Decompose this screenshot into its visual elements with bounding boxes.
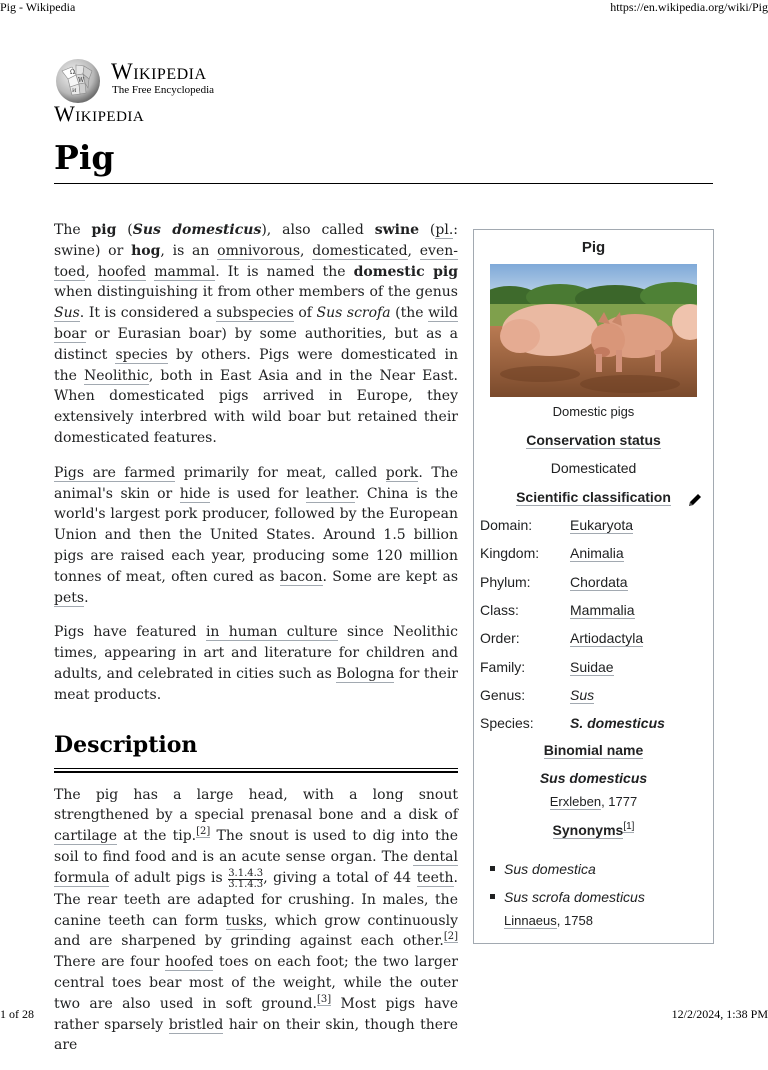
section-divider (54, 768, 458, 773)
term-swine: swine (374, 222, 420, 238)
synonyms-heading[interactable]: Synonyms[1] (552, 821, 635, 838)
article-body (54, 220, 458, 1070)
link-hide[interactable]: hide (179, 485, 211, 502)
conservation-status-value: Domesticated (550, 460, 637, 476)
link-dental-formula[interactable]: dental formula (54, 848, 458, 886)
taxonomy-rank: Phylum: (480, 573, 531, 590)
taxonomy-rank: Family: (480, 658, 526, 675)
taxonomy-value[interactable]: Mammalia (570, 601, 635, 618)
term-sus-domesticus: Sus domesticus (132, 222, 262, 238)
wikipedia-wordmark-text: Wikipedia (54, 101, 145, 126)
link-sus-genus[interactable]: Sus (54, 305, 80, 322)
link-neolithic[interactable]: Neolithic (83, 367, 149, 384)
binomial-name: Sus domesticus (539, 770, 648, 786)
bullet-icon (490, 894, 495, 899)
link-hoofed[interactable]: hoofed (97, 263, 147, 280)
svg-text:W: W (78, 77, 85, 84)
taxonomy-value[interactable]: Chordata (570, 573, 628, 590)
synonyms-reference-1[interactable]: [1] (623, 821, 635, 832)
taxonomy-row (480, 659, 705, 679)
wikipedia-wordmark: Wikipedia (111, 59, 207, 84)
link-wild-boar[interactable]: wild boar (54, 305, 459, 342)
taxonomy-row (480, 574, 705, 594)
link-leather[interactable]: leather (305, 485, 355, 502)
taxonomy-value[interactable]: Suidae (570, 658, 614, 675)
wikipedia-globe-icon (54, 57, 102, 105)
link-domesticated[interactable]: domesticated (312, 242, 408, 259)
link-even-toed[interactable]: even-toed (54, 242, 458, 280)
link-pork[interactable]: pork (385, 464, 419, 481)
link-pig-farming[interactable]: Pigs are farmed (54, 464, 176, 481)
link-bristled[interactable]: bristled (168, 1016, 224, 1033)
taxonomy-value[interactable]: Artiodactyla (570, 630, 644, 647)
conservation-status-heading[interactable]: Conservation status (526, 432, 661, 448)
svg-text:И: И (72, 88, 77, 94)
svg-text:Ω: Ω (70, 69, 75, 76)
taxonomy-value[interactable]: Eukaryota (570, 517, 634, 533)
taxonomy-rank: Kingdom: (480, 545, 540, 562)
link-linnaeus[interactable]: Linnaeus (504, 913, 557, 928)
intro-paragraph-2: Pigs are farmed primarily for meat, called pork. The animal's skin or hide is used for leather. China is the world's largest pork producer, followed by the European Union and then the United States. Around 1.5 billion pigs are raised each year, producing some 120 million tonnes of meat, often cured as bacon. Some are kept as pets. (54, 464, 459, 606)
infobox-image-caption: Domestic pigs (552, 404, 635, 419)
synonym-item: Sus domestica (490, 861, 596, 877)
link-hoofed-toes[interactable]: hoofed (165, 954, 214, 971)
link-species[interactable]: species (115, 346, 168, 363)
link-cartilage[interactable]: cartilage (54, 828, 118, 845)
taxonomy-row (480, 687, 705, 707)
taxonomy-row (480, 630, 705, 650)
synonym-item: Sus scrofa domesticus (490, 889, 645, 905)
link-omnivorous[interactable]: omnivorous (217, 242, 301, 259)
link-bacon[interactable]: bacon (279, 568, 323, 585)
taxonomy-value: S. domesticus (570, 715, 665, 732)
page-title: Pig (54, 138, 115, 177)
dental-formula-fraction: $\frac{3.1.4.3}{3.1.4.3}$ (228, 867, 264, 890)
reference-2b[interactable]: [2] (443, 931, 458, 943)
infobox-image-domestic-pigs[interactable] (490, 264, 697, 397)
link-plural[interactable]: pl. (435, 222, 454, 238)
description-paragraph-1: The pig has a large head, with a long snout strengthened by a special prenasal bone and a disk of cartilage at the tip.[2] The snout is used to dig into the soil to find food and is an acute sense organ. The dental formula of adult pigs is $\frac{3.1.4.3}{3.1.4.3}$ , giving a total of 44 teeth. The rear teeth are adapted for crushing. In males, the canine teeth can form tusks, which grow continuously and are sharpened by grinding against each other.[2] There are four hoofed toes on each foot; the two larger central toes bear most of the weight, while the outer two are also used in soft ground.[3] Most pigs have rather sparsely bristled hair on their skin, though there are (54, 786, 458, 1054)
taxonomy-row (480, 602, 705, 622)
synonym-authority: Linnaeus, 1758 (504, 913, 593, 928)
infobox-title: Pig (581, 239, 606, 256)
print-page-number: 1 of 28 (0, 1007, 34, 1021)
link-teeth[interactable]: teeth (416, 869, 454, 886)
section-heading-description: Description (54, 731, 198, 758)
title-divider (54, 183, 713, 184)
print-header (0, 0, 768, 18)
print-page-title: Pig - Wikipedia (0, 0, 76, 14)
wikipedia-tagline: The Free Encyclopedia (112, 84, 215, 96)
taxonomy-row (480, 545, 705, 565)
taxonomy-row (480, 517, 705, 537)
bullet-icon (490, 866, 495, 871)
reference-3[interactable]: [3] (316, 993, 332, 1005)
link-tusks[interactable]: tusks (225, 912, 264, 929)
print-url[interactable]: https://en.wikipedia.org/wiki/Pig (610, 0, 768, 14)
term-hog: hog (131, 242, 161, 259)
scientific-classification-heading[interactable]: Scientific classification (516, 489, 671, 505)
taxonomy-rank: Species: (480, 715, 534, 732)
taxonomy-row (480, 715, 705, 735)
taxonomy-rank: Order: (480, 630, 520, 647)
pig-photo (490, 264, 697, 397)
binomial-name-heading[interactable]: Binomial name (543, 742, 644, 758)
taxonomy-rank: Class: (480, 601, 519, 618)
link-mammal[interactable]: mammal (154, 263, 216, 280)
term-pig: pig (91, 222, 117, 238)
reference-2[interactable]: [2] (196, 826, 211, 838)
edit-pencil-icon[interactable] (687, 492, 703, 508)
print-datetime: 12/2/2024, 1:38 PM (671, 1007, 768, 1021)
taxonomy-value[interactable]: Animalia (570, 545, 624, 562)
intro-paragraph-1: The pig (Sus domesticus), also called swine (pl.: swine) or hog, is an omnivorous, domesticated, even-toed, hoofed mammal. It is named the domestic pig when distinguishing it from other members of the genus Sus. It is considered a subspecies of Sus scrofa (the wild boar or Eurasian boar) by some authorities, but as a distinct species by others. Pigs were domesticated in the Neolithic, both in East Asia and in the Near East. When domesticated pigs arrived in Europe, they extensively interbred with wild boar but retained their domesticated features. (54, 222, 459, 446)
taxonomy-value[interactable]: Sus (570, 686, 595, 703)
link-pets[interactable]: pets (54, 589, 85, 606)
link-human-culture[interactable]: in human culture (205, 624, 338, 641)
infobox (473, 229, 714, 944)
taxonomy-rank: Genus: (480, 686, 526, 703)
intro-paragraph-3: Pigs have featured in human culture since Neolithic times, appearing in art and literature for children and adults, and celebrated in cities such as Bologna for their meat products. (54, 624, 458, 703)
binomial-authority: Erxleben, 1777 (549, 794, 638, 809)
link-bologna[interactable]: Bologna (336, 665, 395, 682)
link-subspecies[interactable]: subspecies (216, 305, 294, 322)
link-erxleben[interactable]: Erxleben (549, 794, 602, 809)
term-domestic-pig: domestic pig (353, 263, 458, 280)
taxonomy-rank: Domain: (480, 517, 533, 533)
